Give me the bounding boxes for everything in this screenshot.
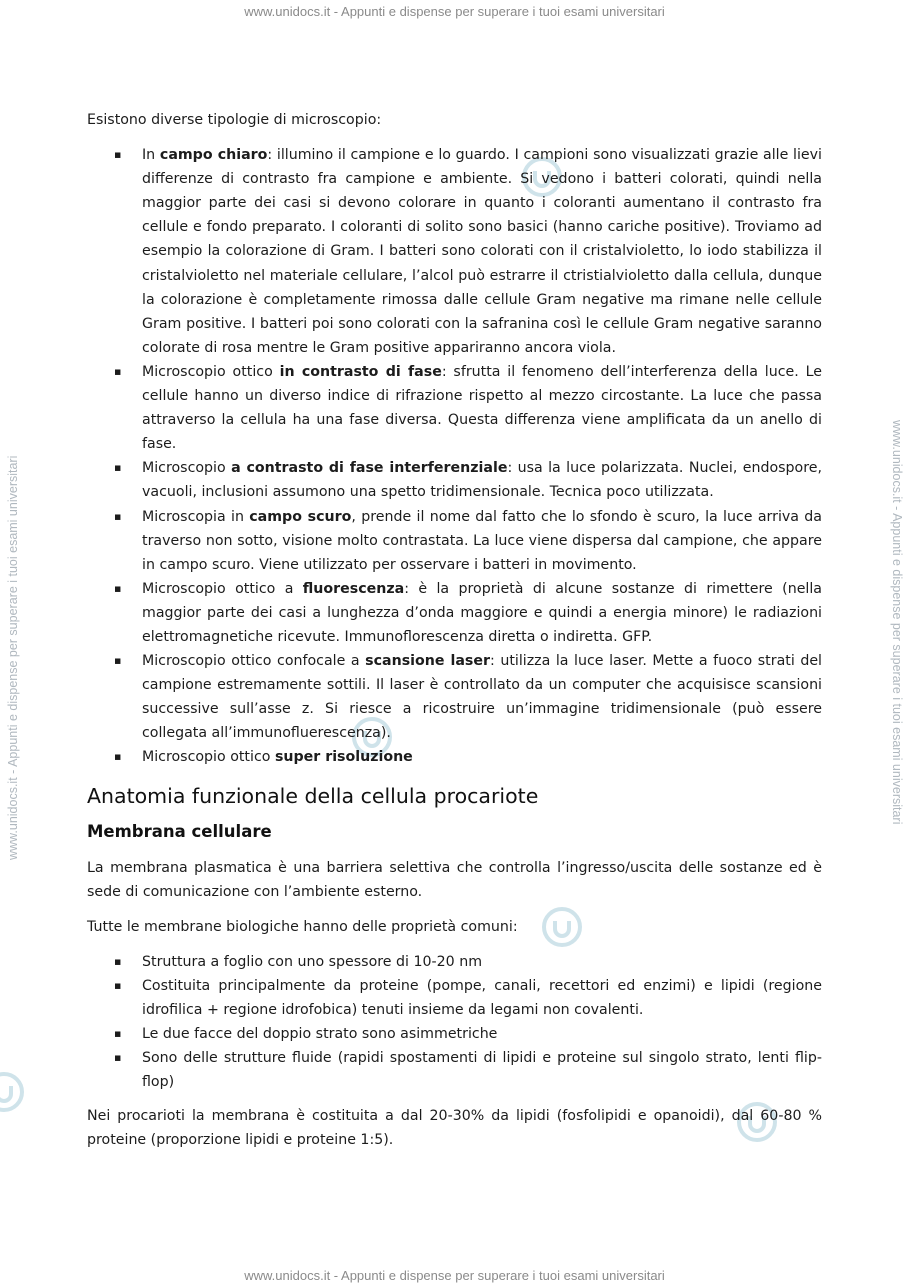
- membrane-paragraph: La membrana plasmatica è una barriera selettiva che controlla l’ingresso/uscita delle sostanze ed è sede di comunicazione con l’ambiente esterno.: [87, 859, 822, 900]
- bullet-icon: ▪: [114, 461, 122, 475]
- bullet-icon: ▪: [114, 581, 122, 595]
- header-watermark: www.unidocs.it - Appunti e dispense per superare i tuoi esami universitari: [244, 4, 665, 19]
- intro-paragraph: Esistono diverse tipologie di microscopio:: [87, 112, 382, 128]
- document-body: [87, 108, 822, 1164]
- footer-watermark: www.unidocs.it - Appunti e dispense per superare i tuoi esami universitari: [244, 1268, 665, 1283]
- left-side-watermark: www.unidocs.it - Appunti e dispense per superare i tuoi esami universitari: [6, 455, 20, 860]
- properties-intro: Tutte le membrane biologiche hanno delle proprietà comuni:: [87, 918, 518, 935]
- subsection-title: Membrana cellulare: [87, 821, 272, 841]
- bullet-icon: ▪: [114, 954, 122, 968]
- right-side-watermark: www.unidocs.it - Appunti e dispense per superare i tuoi esami universitari: [890, 420, 904, 825]
- list-item: ▪ Sono delle strutture fluide (rapidi spostamenti di lipidi e proteine sul singolo strato, lenti flip-flop): [87, 1046, 822, 1094]
- bullet-icon: ▪: [114, 364, 122, 378]
- list-item: ▪ Struttura a foglio con uno spessore di 10-20 nm: [87, 950, 822, 974]
- bullet-icon: ▪: [114, 1027, 122, 1041]
- bullet-icon: ▪: [114, 509, 122, 523]
- list-item: ▪ Le due facce del doppio strato sono asimmetriche: [87, 1022, 822, 1046]
- list-item: ▪ Costituita principalmente da proteine (pompe, canali, recettori ed enzimi) e lipidi (regione idrofilica + regione idrofobica) tenuti insieme da legami non covalenti.: [87, 974, 822, 1022]
- list-item: ▪ Microscopio ottico a fluorescenza: è la proprietà di alcune sostanze di rimettere (nella maggior parte dei casi a lunghezza d’onda maggiore e quindi a energia minore) le radiazioni elettromagnetiche ricevute. Immunoflorescenza diretta o indiretta. GFP.: [87, 577, 822, 649]
- list-item: ▪ In campo chiaro: illumino il campione e lo guardo. I campioni sono visualizzati grazie alle lievi differenze di contrasto fra campione e ambiente. Si vedono i batteri colorati, quindi nella maggior parte dei casi si devono colorare in quanto i coloranti aumentano il contrasto fra cellule e fondo preparato. I coloranti di solito sono basici (hanno cariche positive). Troviamo ad esempio la colorazione di Gram. I batteri sono colorati con il cristalvioletto, lo iodo stabilizza il cristalvioletto nel materiale cellulare, l’alcol può estrarre il ctristialvioletto dalla cellula, dunque la colorazione è completamente rimossa dalle cellule Gram negative ma rimane nelle cellule Gram positive. I batteri poi sono colorati con la safranina così le cellule Gram negative saranno colorate di rosa mentre le Gram positive appariranno ancora viola.: [87, 143, 822, 360]
- microscope-list: [87, 143, 822, 769]
- bullet-icon: ▪: [114, 148, 122, 162]
- list-item: ▪ Microscopio a contrasto di fase interferenziale: usa la luce polarizzata. Nuclei, endospore, vacuoli, inclusioni assumono una spetto tridimensionale. Tecnica poco utilizzata.: [87, 456, 822, 504]
- bullet-icon: ▪: [114, 978, 122, 992]
- bullet-icon: ▪: [114, 1051, 122, 1065]
- bullet-icon: ▪: [114, 654, 122, 668]
- list-item: ▪ Microscopio ottico in contrasto di fase: sfrutta il fenomeno dell’interferenza della luce. Le cellule hanno un diverso indice di rifrazione rispetto al mezzo circostante. La luce che passa attraverso la cellula ha una fase diversa. Questa differenza viene amplificata da un anello di fase.: [87, 360, 822, 456]
- closing-paragraph: Nei procarioti la membrana è costituita a dal 20-30% da lipidi (fosfolipidi e opanoidi), dal 60-80 % proteine (proporzione lipidi e proteine 1:5).: [87, 1108, 822, 1149]
- properties-list: [87, 950, 822, 1095]
- list-item: ▪ Microscopio ottico super risoluzione: [87, 745, 822, 769]
- list-item: ▪ Microscopia in campo scuro, prende il nome dal fatto che lo sfondo è scuro, la luce arriva da traverso non sotto, visione molto contrastata. La luce viene dispersa dal campione, che appare in campo scuro. Viene utilizzato per osservare i batteri in movimento.: [87, 505, 822, 577]
- list-item: ▪ Microscopio ottico confocale a scansione laser: utilizza la luce laser. Mette a fuoco strati del campione estremamente sottili. Il laser è controllato da un computer che acquisisce scansioni successive sull’asse z. Si riesce a ricostruire un’immagine tridimensionale (può essere collegata all’immunofluerescenza).: [87, 649, 822, 745]
- section-title: Anatomia funzionale della cellula procariote: [87, 783, 539, 808]
- bullet-icon: ▪: [114, 750, 122, 764]
- unidocs-logo-icon: [0, 1070, 26, 1114]
